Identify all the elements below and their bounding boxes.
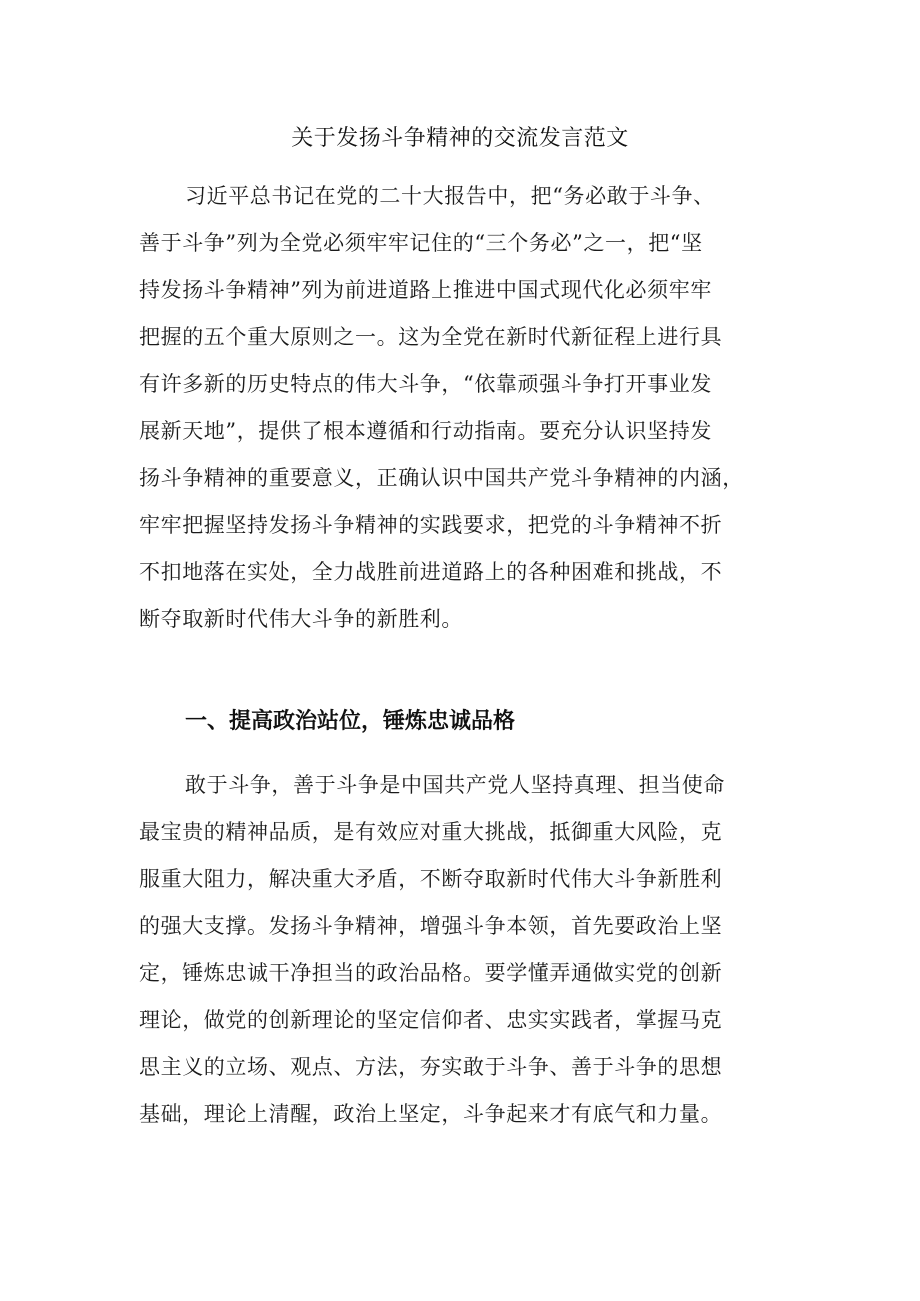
section-line: 基础，理论上清醒，政治上坚定，斗争起来才有底气和力量。	[139, 1102, 723, 1126]
intro-line: 习近平总书记在党的二十大报告中，把“务必敢于斗争、	[185, 184, 715, 208]
section-heading: 一、提高政治站位，锤炼忠诚品格	[185, 709, 516, 734]
intro-line: 扬斗争精神的重要意义，正确认识中国共产党斗争精神的内涵，	[139, 466, 744, 490]
section-line: 敢于斗争，善于斗争是中国共产党人坚持真理、担当使命	[185, 773, 725, 797]
document-title: 关于发扬斗争精神的交流发言范文	[291, 126, 629, 151]
section-line: 最宝贵的精神品质，是有效应对重大挑战，抵御重大风险，克	[139, 820, 723, 844]
intro-line: 断夺取新时代伟大斗争的新胜利。	[139, 607, 463, 631]
intro-line: 不扣地落在实处，全力战胜前进道路上的各种困难和挑战，不	[139, 560, 723, 584]
intro-line: 善于斗争”列为全党必须牢牢记住的“三个务必”之一，把“坚	[139, 231, 703, 255]
section-line: 理论，做党的创新理论的坚定信仰者、忠实实践者，掌握马克	[139, 1008, 723, 1032]
section-line: 的强大支撑。发扬斗争精神，增强斗争本领，首先要政治上坚	[139, 914, 723, 938]
section-line: 思主义的立场、观点、方法，夯实敢于斗争、善于斗争的思想	[139, 1055, 723, 1079]
intro-line: 展新天地”，提供了根本遵循和行动指南。要充分认识坚持发	[139, 419, 712, 443]
section-line: 定，锤炼忠诚干净担当的政治品格。要学懂弄通做实党的创新	[139, 961, 723, 985]
section-line: 服重大阻力，解决重大矛盾，不断夺取新时代伟大斗争新胜利	[139, 867, 723, 891]
intro-line: 牢牢把握坚持发扬斗争精神的实践要求，把党的斗争精神不折	[139, 513, 723, 537]
intro-line: 有许多新的历史特点的伟大斗争，“依靠顽强斗争打开事业发	[139, 372, 712, 396]
intro-line: 持发扬斗争精神”列为前进道路上推进中国式现代化必须牢牢	[139, 278, 712, 302]
intro-line: 把握的五个重大原则之一。这为全党在新时代新征程上进行具	[139, 325, 723, 349]
